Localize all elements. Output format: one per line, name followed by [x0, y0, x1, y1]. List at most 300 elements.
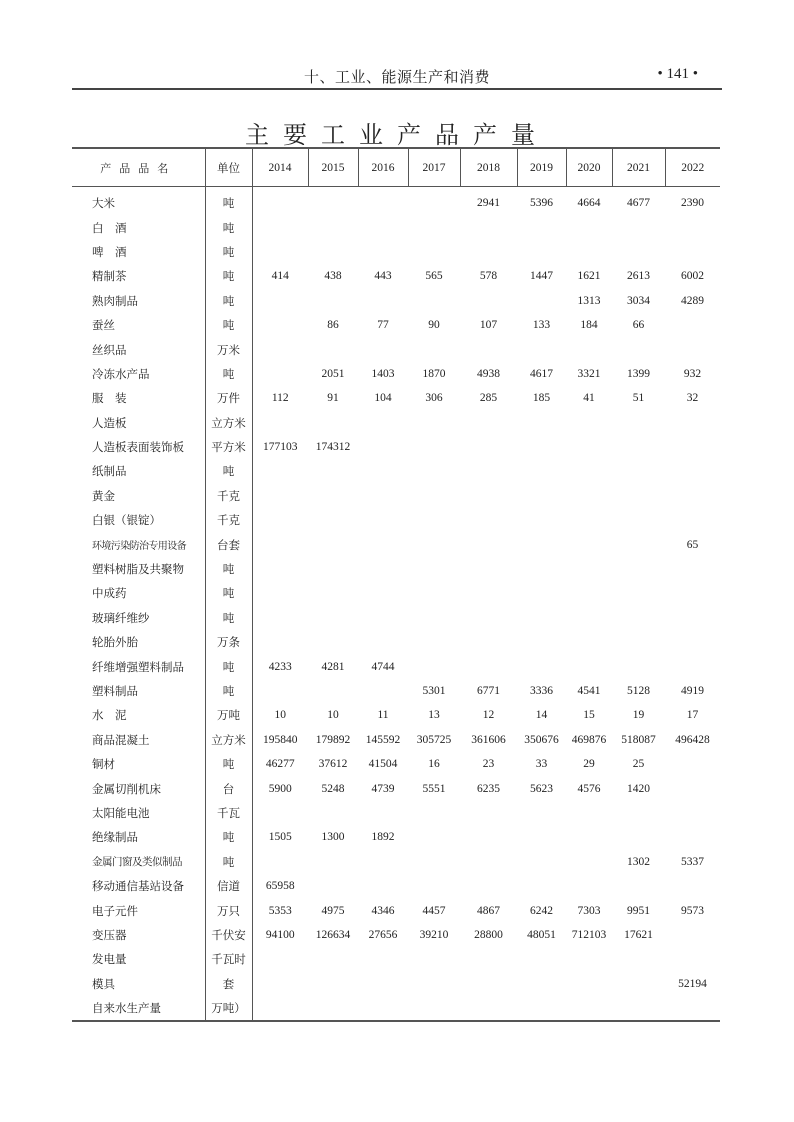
- value-cell: 6242: [530, 904, 553, 917]
- table-row: [72, 752, 720, 776]
- value-cell: [566, 850, 612, 874]
- value-cell: [308, 337, 358, 361]
- value-cell: [408, 240, 460, 264]
- value-cell: [358, 411, 408, 435]
- value-cell: 932: [683, 367, 702, 380]
- value-cell: [460, 508, 517, 532]
- table-row: [72, 557, 720, 581]
- value-cell: 565: [425, 270, 443, 283]
- table-row: [72, 947, 720, 971]
- value-cell: [408, 996, 460, 1021]
- value-cell: 5301: [422, 685, 446, 697]
- unit: 吨: [205, 264, 252, 288]
- header-year: 2015: [308, 148, 358, 187]
- value-cell: [308, 508, 358, 532]
- value-cell: [566, 654, 612, 678]
- unit: 吨: [205, 557, 252, 581]
- value-cell: [252, 801, 308, 825]
- value-cell: 305725: [416, 733, 452, 746]
- value-cell: 1447: [530, 270, 553, 283]
- value-cell: [358, 801, 408, 825]
- value-cell: [252, 187, 308, 216]
- value-cell: [665, 581, 720, 605]
- value-cell: 6002: [681, 270, 704, 283]
- value-cell: 3034: [627, 294, 650, 307]
- unit: 套: [205, 972, 252, 996]
- unit: 吨: [205, 679, 252, 703]
- value-cell: 4744: [371, 660, 395, 673]
- value-cell: 52194: [678, 977, 707, 990]
- value-cell: [408, 337, 460, 361]
- value-cell: [358, 581, 408, 605]
- value-cell: [566, 532, 612, 556]
- value-cell: [308, 972, 358, 996]
- value-cell: 2941: [477, 197, 500, 210]
- value-cell: [665, 606, 720, 630]
- value-cell: [408, 557, 460, 581]
- value-cell: 5396: [530, 197, 553, 210]
- product-name: 商品混凝土: [92, 732, 150, 747]
- value-cell: 65958: [265, 880, 295, 893]
- value-cell: 443: [374, 270, 392, 283]
- value-cell: [566, 215, 612, 239]
- table-row: [72, 874, 720, 898]
- product-name: 白 酒: [92, 220, 127, 235]
- value-cell: [612, 435, 665, 459]
- value-cell: [517, 557, 566, 581]
- value-cell: 438: [324, 270, 342, 283]
- value-cell: 41: [583, 392, 595, 405]
- product-name: 熟肉制品: [92, 293, 138, 308]
- value-cell: [566, 801, 612, 825]
- value-cell: 4457: [422, 904, 446, 917]
- value-cell: [358, 947, 408, 971]
- table-row: [72, 801, 720, 825]
- value-cell: [612, 581, 665, 605]
- value-cell: [517, 337, 566, 361]
- value-cell: [517, 654, 566, 678]
- value-cell: [252, 289, 308, 313]
- value-cell: [612, 606, 665, 630]
- value-cell: 19: [632, 709, 645, 722]
- value-cell: 11: [377, 709, 389, 722]
- value-cell: 37612: [318, 758, 348, 771]
- value-cell: [252, 508, 308, 532]
- value-cell: [517, 508, 566, 532]
- value-cell: 4617: [530, 367, 553, 380]
- table-row: [72, 850, 720, 874]
- value-cell: [665, 459, 720, 483]
- value-cell: 1892: [371, 831, 395, 844]
- value-cell: 3336: [530, 685, 553, 697]
- value-cell: 195840: [263, 733, 298, 746]
- value-cell: [358, 337, 408, 361]
- value-cell: [408, 411, 460, 435]
- value-cell: [308, 606, 358, 630]
- table-row: [72, 386, 720, 410]
- value-cell: [566, 630, 612, 654]
- value-cell: [566, 411, 612, 435]
- value-cell: [408, 435, 460, 459]
- value-cell: [408, 215, 460, 239]
- value-cell: [308, 215, 358, 239]
- value-cell: [308, 996, 358, 1021]
- value-cell: [408, 606, 460, 630]
- value-cell: [308, 484, 358, 508]
- value-cell: [517, 484, 566, 508]
- value-cell: [460, 801, 517, 825]
- value-cell: 4346: [371, 904, 395, 917]
- value-cell: [460, 435, 517, 459]
- value-cell: [408, 801, 460, 825]
- unit: 吨: [205, 362, 252, 386]
- value-cell: 3321: [577, 367, 601, 380]
- value-cell: [408, 850, 460, 874]
- value-cell: [460, 874, 517, 898]
- value-cell: [460, 411, 517, 435]
- value-cell: 90: [428, 319, 440, 332]
- value-cell: [612, 484, 665, 508]
- value-cell: [566, 996, 612, 1021]
- value-cell: 14: [535, 709, 548, 722]
- value-cell: 104: [374, 392, 392, 405]
- unit: 吨: [205, 240, 252, 264]
- value-cell: [308, 532, 358, 556]
- value-cell: 361606: [471, 733, 506, 746]
- value-cell: 91: [327, 392, 339, 405]
- value-cell: 4677: [627, 197, 650, 210]
- value-cell: [408, 459, 460, 483]
- unit: 台: [205, 776, 252, 800]
- product-name: 电子元件: [92, 903, 138, 918]
- value-cell: [252, 337, 308, 361]
- value-cell: [665, 825, 720, 849]
- value-cell: [517, 801, 566, 825]
- product-name: 蚕丝: [92, 318, 115, 333]
- value-cell: [612, 240, 665, 264]
- value-cell: 16: [428, 758, 440, 771]
- value-cell: [252, 215, 308, 239]
- value-cell: [358, 459, 408, 483]
- value-cell: [665, 484, 720, 508]
- value-cell: 15: [583, 709, 595, 722]
- value-cell: [517, 606, 566, 630]
- value-cell: [252, 532, 308, 556]
- value-cell: 179892: [315, 733, 351, 746]
- value-cell: [612, 532, 665, 556]
- value-cell: 1505: [268, 831, 292, 844]
- value-cell: [517, 972, 566, 996]
- value-cell: [665, 435, 720, 459]
- value-cell: [517, 947, 566, 971]
- value-cell: [566, 606, 612, 630]
- header-year: 2017: [408, 148, 460, 187]
- value-cell: 174312: [315, 441, 351, 454]
- product-name: 移动通信基站设备: [92, 879, 184, 894]
- value-cell: [252, 947, 308, 971]
- value-cell: [460, 972, 517, 996]
- value-cell: 496428: [675, 733, 710, 746]
- value-cell: [308, 874, 358, 898]
- unit: 万只: [205, 898, 252, 922]
- unit: 千瓦时: [205, 947, 252, 971]
- product-name: 金属切削机床: [92, 781, 161, 796]
- table-row: [72, 508, 720, 532]
- value-cell: 65: [686, 538, 699, 551]
- value-cell: [408, 972, 460, 996]
- value-cell: 4919: [681, 685, 704, 697]
- product-name: 环境污染防治专用设备: [92, 541, 186, 553]
- product-name: 塑料制品: [92, 684, 138, 698]
- unit: 千克: [205, 508, 252, 532]
- value-cell: [517, 289, 566, 313]
- value-cell: [517, 581, 566, 605]
- unit: 平方米: [205, 435, 252, 459]
- value-cell: 4975: [321, 904, 345, 917]
- value-cell: 51: [632, 392, 645, 405]
- value-cell: 4664: [577, 197, 601, 210]
- value-cell: 469876: [571, 733, 607, 746]
- value-cell: 4739: [371, 782, 395, 795]
- value-cell: [612, 654, 665, 678]
- product-name: 轮胎外胎: [92, 635, 138, 650]
- value-cell: [566, 337, 612, 361]
- value-cell: [612, 630, 665, 654]
- product-name: 中成药: [92, 586, 127, 601]
- product-name: 铜材: [92, 757, 115, 772]
- value-cell: 10: [327, 709, 339, 722]
- value-cell: [566, 459, 612, 483]
- value-cell: 2613: [627, 270, 650, 283]
- value-cell: 48051: [527, 928, 556, 941]
- unit: 吨: [205, 752, 252, 776]
- value-cell: 578: [479, 270, 498, 283]
- value-cell: [517, 215, 566, 239]
- value-cell: 17621: [624, 928, 653, 941]
- value-cell: [308, 679, 358, 703]
- value-cell: 1403: [371, 367, 395, 380]
- table-row: [72, 362, 720, 386]
- product-name: 金属门窗及类似制品: [92, 856, 182, 869]
- value-cell: [566, 581, 612, 605]
- value-cell: [517, 996, 566, 1021]
- value-cell: 185: [532, 392, 551, 405]
- value-cell: 1313: [577, 294, 601, 307]
- value-cell: 4541: [577, 685, 601, 697]
- value-cell: [460, 459, 517, 483]
- value-cell: [308, 289, 358, 313]
- table-title: 主要工业产品产量: [245, 121, 549, 149]
- value-cell: 39210: [419, 928, 449, 941]
- product-name: 人造板: [92, 415, 127, 430]
- value-cell: 77: [377, 319, 389, 332]
- unit: 万条: [205, 630, 252, 654]
- value-cell: 5623: [530, 782, 553, 795]
- value-cell: [665, 313, 720, 337]
- table-row: [72, 337, 720, 361]
- value-cell: 285: [479, 392, 498, 405]
- value-cell: [408, 532, 460, 556]
- value-cell: [252, 630, 308, 654]
- value-cell: 41504: [368, 758, 398, 771]
- product-name: 变压器: [92, 927, 127, 942]
- value-cell: [612, 972, 665, 996]
- header-year: 2020: [566, 148, 612, 187]
- table-row: [72, 313, 720, 337]
- value-cell: [665, 801, 720, 825]
- header-year: 2016: [358, 148, 408, 187]
- value-cell: [308, 630, 358, 654]
- unit: 万米: [205, 337, 252, 361]
- value-cell: [517, 532, 566, 556]
- header-year: 2022: [665, 148, 720, 187]
- value-cell: 2051: [321, 367, 345, 380]
- value-cell: 9951: [627, 904, 650, 917]
- running-head: [72, 64, 722, 90]
- value-cell: [517, 850, 566, 874]
- value-cell: 4233: [268, 660, 292, 673]
- value-cell: [408, 581, 460, 605]
- unit: 吨: [205, 850, 252, 874]
- value-cell: [665, 337, 720, 361]
- header-year: 2021: [612, 148, 665, 187]
- unit: 千瓦: [205, 801, 252, 825]
- value-cell: [308, 411, 358, 435]
- unit: 信道: [205, 874, 252, 898]
- table-row: [72, 484, 720, 508]
- table-row: [72, 187, 720, 216]
- value-cell: 4289: [681, 294, 704, 307]
- value-cell: 5128: [627, 685, 650, 697]
- unit: 万吨: [205, 703, 252, 727]
- value-cell: [252, 362, 308, 386]
- value-cell: 13: [428, 709, 440, 722]
- table-row: [72, 411, 720, 435]
- value-cell: [612, 337, 665, 361]
- value-cell: [408, 874, 460, 898]
- unit: 吨: [205, 606, 252, 630]
- product-name: 塑料树脂及共聚物: [92, 562, 184, 577]
- unit: 立方米: [205, 411, 252, 435]
- unit: 吨: [205, 215, 252, 239]
- value-cell: 1300: [321, 831, 345, 844]
- value-cell: [460, 630, 517, 654]
- value-cell: 184: [580, 319, 598, 332]
- value-cell: [460, 581, 517, 605]
- value-cell: 6771: [477, 685, 500, 697]
- value-cell: [252, 679, 308, 703]
- product-name: 纤维增强塑料制品: [92, 659, 184, 674]
- value-cell: [665, 923, 720, 947]
- value-cell: 5353: [268, 904, 292, 917]
- value-cell: [460, 654, 517, 678]
- value-cell: [566, 947, 612, 971]
- value-cell: [612, 874, 665, 898]
- unit: 吨: [205, 313, 252, 337]
- product-name: 太阳能电池: [92, 805, 150, 820]
- value-cell: 518087: [621, 733, 656, 746]
- header-product-name: 产品品名: [72, 148, 205, 187]
- value-cell: [308, 459, 358, 483]
- value-cell: [358, 996, 408, 1021]
- value-cell: [252, 606, 308, 630]
- value-cell: [252, 996, 308, 1021]
- value-cell: 23: [482, 758, 495, 771]
- value-cell: [566, 484, 612, 508]
- value-cell: [460, 825, 517, 849]
- table-row: [72, 630, 720, 654]
- unit: 吨: [205, 581, 252, 605]
- value-cell: 6235: [477, 782, 500, 795]
- production-table: [72, 147, 720, 1022]
- value-cell: [358, 874, 408, 898]
- value-cell: [665, 630, 720, 654]
- value-cell: [252, 484, 308, 508]
- unit: 吨: [205, 654, 252, 678]
- value-cell: [612, 459, 665, 483]
- header-row: [72, 148, 720, 187]
- value-cell: [358, 557, 408, 581]
- unit: 吨: [205, 825, 252, 849]
- value-cell: [408, 654, 460, 678]
- value-cell: [566, 240, 612, 264]
- value-cell: [665, 776, 720, 800]
- value-cell: [252, 850, 308, 874]
- product-name: 玻璃纤维纱: [92, 610, 150, 625]
- value-cell: 177103: [263, 441, 298, 454]
- value-cell: [665, 752, 720, 776]
- value-cell: [252, 557, 308, 581]
- table-row: [72, 532, 720, 556]
- value-cell: [358, 850, 408, 874]
- table-row: [72, 215, 720, 239]
- value-cell: 25: [632, 758, 645, 771]
- value-cell: [308, 187, 358, 216]
- unit: 万件: [205, 386, 252, 410]
- value-cell: [665, 996, 720, 1021]
- value-cell: 107: [479, 319, 498, 332]
- value-cell: [408, 630, 460, 654]
- value-cell: [460, 289, 517, 313]
- table-body: [72, 187, 720, 1022]
- table-row: [72, 679, 720, 703]
- header-year: 2019: [517, 148, 566, 187]
- value-cell: [665, 240, 720, 264]
- table-row: [72, 776, 720, 800]
- value-cell: 5337: [681, 855, 704, 868]
- value-cell: [612, 801, 665, 825]
- value-cell: [517, 411, 566, 435]
- value-cell: 33: [535, 758, 548, 771]
- table-row: [72, 923, 720, 947]
- value-cell: [358, 679, 408, 703]
- value-cell: [408, 947, 460, 971]
- value-cell: 1621: [577, 270, 601, 283]
- value-cell: [408, 508, 460, 532]
- value-cell: [308, 850, 358, 874]
- header-unit: 单位: [205, 148, 252, 187]
- value-cell: [665, 947, 720, 971]
- unit: 立方米: [205, 728, 252, 752]
- table-row: [72, 654, 720, 678]
- value-cell: [665, 508, 720, 532]
- value-cell: 4867: [477, 904, 500, 917]
- value-cell: [665, 411, 720, 435]
- value-cell: [566, 508, 612, 532]
- value-cell: 5900: [268, 782, 292, 795]
- value-cell: [460, 996, 517, 1021]
- value-cell: [665, 557, 720, 581]
